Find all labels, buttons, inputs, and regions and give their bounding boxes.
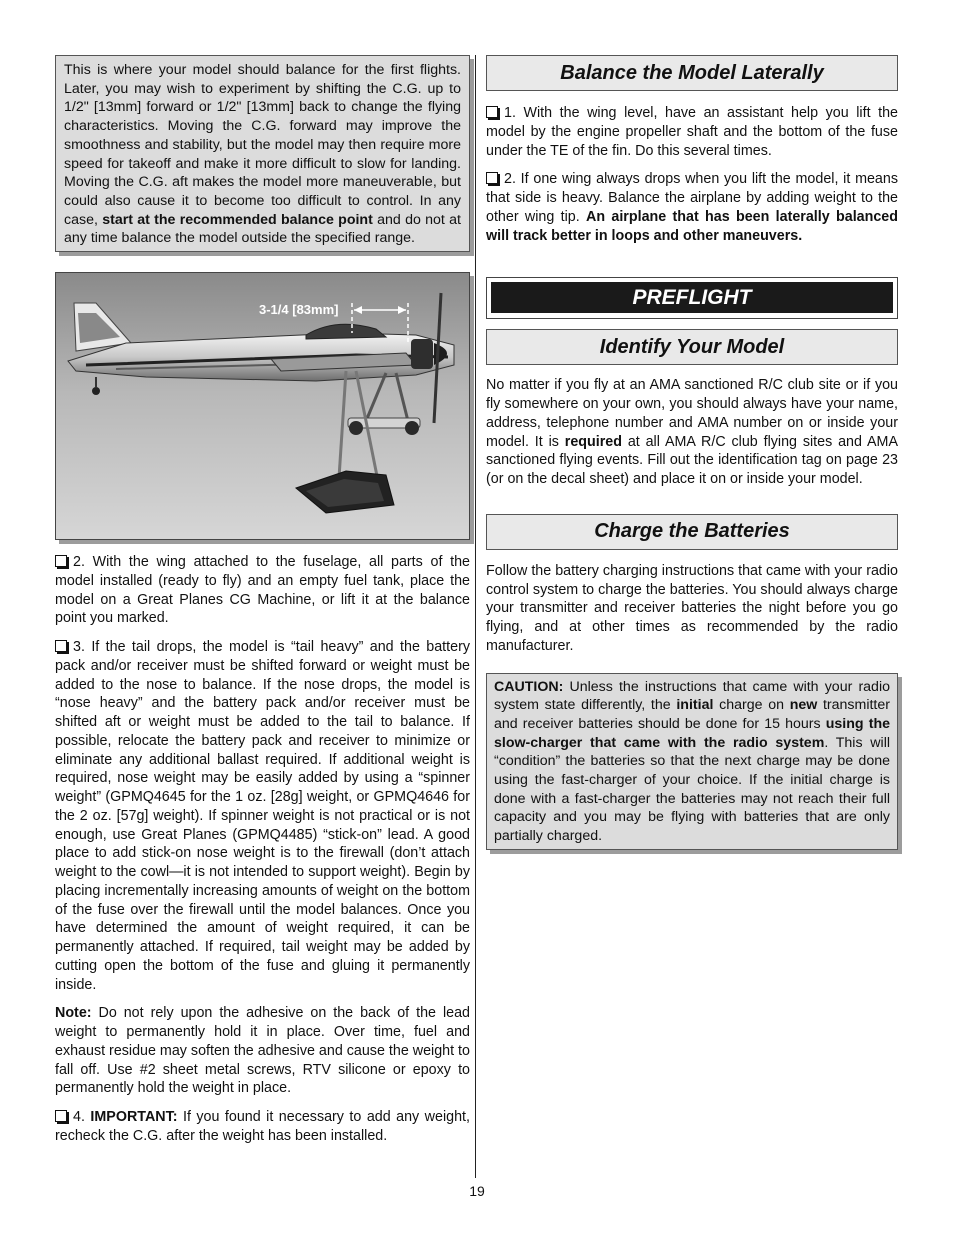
charge-heading-box (486, 514, 898, 550)
right-column (486, 55, 898, 850)
charge-paragraph: Follow the battery charging instructions that came with your radio control system to charge the batteries. You should always charge your transmitter and receiver batteries the night before you go flying, and at other times as recommended by the radio manufacturer. (486, 562, 898, 654)
left-column (55, 55, 470, 1146)
step-3: 3. If the tail drops, the model is “tail heavy” and the battery pack and/or receiver must be shifted forward or weight must be added to the nose to balance. If the nose drops, the model is “nose heavy” and the battery pack and/or receiver must be shifted aft or weight must be added to the tail to balance. If possible, relocate the battery pack and receiver to minimize or eliminate any additional ballast required. If additional weight is required, nose weight may be easily added by using a “spinner weight” (GPMQ4645 for the 1 oz. [28g] weight, or GPMQ4646 for the 2 oz. [57g] weight). If spinner weight is not practical or is not enough, use Great Planes (GPMQ4485) “stick-on” lead. A good place to add stick-on nose weight is to the firewall (don’t attach weight to the cowl—it is not intended to support weight). Begin by placing incrementally increasing amounts of weight on the bottom of the fuse over the firewall until the model balances. Once you have determined the amount of weight required, it can be permanently attached. If required, tail weight may be added by cutting open the bottom of the fuse and gluing it permanently inside. (55, 639, 470, 993)
cg-info-box (55, 55, 470, 252)
page-number: 19 (469, 1183, 485, 1199)
lateral-step-2: 2. If one wing always drops when you lift the model, it means that side is heavy. Balance the airplane by adding weight to the other wing tip. An airplane that has been laterally balanced will track better in loops and other maneuvers. (486, 171, 898, 244)
balance-laterally-heading-box (486, 55, 898, 91)
checkbox-icon[interactable] (55, 1110, 67, 1122)
note-paragraph: Note: Do not rely upon the adhesive on the back of the lead weight to permanently hold it in place. Over time, fuel and exhaust residue may soften the adhesive and cause the weight to fall off. Use #2 sheet metal screws, RTV silicone or epoxy to permanently hold the weight in place. (55, 1005, 470, 1097)
checkbox-icon[interactable] (486, 172, 498, 184)
identify-paragraph: No matter if you fly at an AMA sanctioned R/C club site or if you fly somewhere on your own, you should always have your name, address, telephone number and AMA number on or inside your model. It is required at all AMA R/C club flying sites and AMA sanctioned flying events. Fill out the identification tag on page 23 (or on the decal sheet) and place it on or inside your model. (486, 377, 898, 487)
step-4: 4. IMPORTANT: If you found it necessary to add any weight, recheck the C.G. after the weight has been installed. (55, 1109, 470, 1144)
preflight-banner (486, 277, 898, 319)
balance-laterally-heading: Balance the Model Laterally (560, 61, 824, 84)
cg-info-text: This is where your model should balance for the first flights. Later, you may wish to experiment by shifting the C.G. up to 1/2" [13mm] forward or 1/2" [13mm] back to change the flying characteristics. Moving the C.G. forward may improve the smoothness and stability, but the model may then require more speed for takeoff and make it more difficult to slow for landing. Moving the C.G. aft makes the model more maneuverable, but could also cause it to become too difficult to control. In any case, start at the recommended balance point and do not at any time balance the model outside the specified range. (64, 62, 461, 247)
step-2: 2. With the wing attached to the fuselage, all parts of the model installed (ready to fly) and an empty fuel tank, place the model on a Great Planes CG Machine, or lift it at the balance point you marked. (55, 554, 470, 627)
lateral-step-1: 1. With the wing level, have an assistant help you lift the model by the engine propeller shaft and the bottom of the fuse under the TE of the fin. Do this several times. (486, 105, 898, 159)
charge-heading: Charge the Batteries (594, 520, 790, 543)
checkbox-icon[interactable] (55, 640, 67, 652)
preflight-heading: PREFLIGHT (632, 285, 752, 309)
identify-heading: Identify Your Model (599, 335, 785, 358)
column-divider (475, 55, 476, 1178)
caution-box (486, 673, 898, 850)
checkbox-icon[interactable] (486, 106, 498, 118)
caution-text: CAUTION: Unless the instructions that came with your radio system state differently, the initial charge on new transmitter and receiver batteries should be done for 15 hours using the slow-charger that came with the radio system. This will “condition” the batteries so that the next charge may be done using the fast-charger of your choice. If the initial charge is done with a fast-charger the batteries may not reach their full capacity and you may be flying with batteries that are only partially charged. (494, 678, 890, 845)
airplane-on-cg-machine-illustration (56, 273, 469, 539)
checkbox-icon[interactable] (55, 555, 67, 567)
identify-heading-box (486, 329, 898, 365)
balance-photo (55, 272, 470, 540)
measurement-label: 3-1/4 [83mm] (259, 302, 339, 318)
